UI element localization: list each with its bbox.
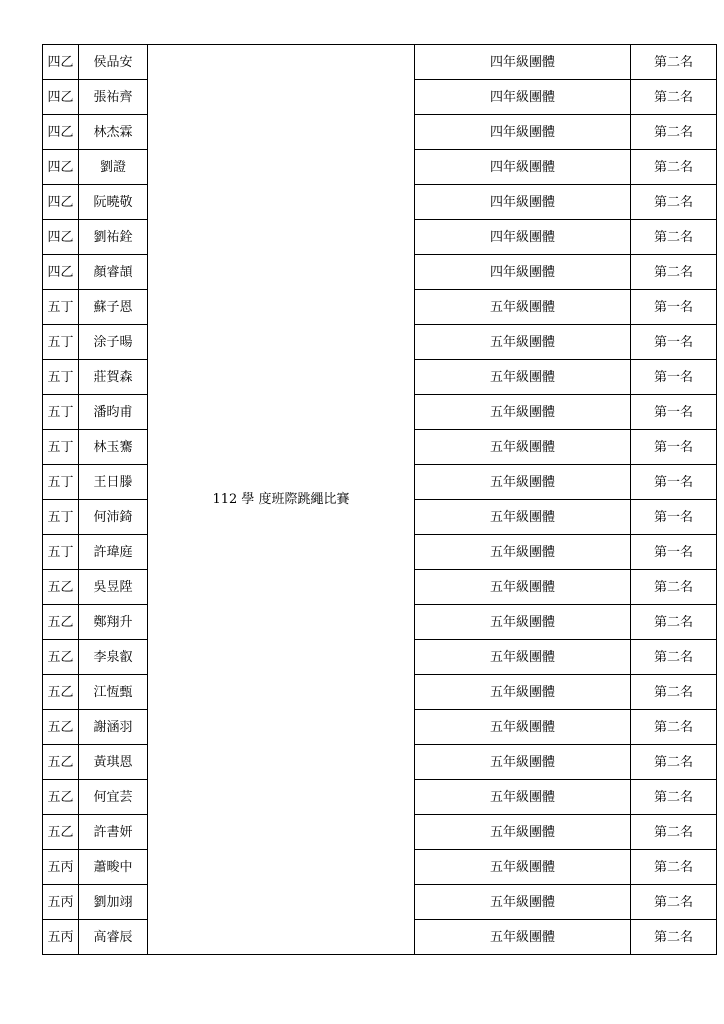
place-cell: 第一名	[631, 395, 717, 430]
event-cell: 112 學 度班際跳繩比賽	[148, 45, 415, 955]
category-cell: 四年級團體	[415, 80, 631, 115]
place-cell: 第二名	[631, 675, 717, 710]
category-cell: 五年級團體	[415, 430, 631, 465]
class-cell: 五丙	[43, 885, 79, 920]
awards-table-body	[43, 45, 717, 955]
category-cell: 五年級團體	[415, 465, 631, 500]
class-cell: 五丁	[43, 395, 79, 430]
category-cell: 五年級團體	[415, 710, 631, 745]
category-cell: 五年級團體	[415, 500, 631, 535]
student-name-cell: 黃琪恩	[79, 745, 148, 780]
category-cell: 五年級團體	[415, 360, 631, 395]
category-cell: 四年級團體	[415, 255, 631, 290]
place-cell: 第二名	[631, 570, 717, 605]
student-name-cell: 林杰霖	[79, 115, 148, 150]
student-name-cell: 顏睿頡	[79, 255, 148, 290]
student-name-cell: 涂子暘	[79, 325, 148, 360]
student-name-cell: 李泉叡	[79, 640, 148, 675]
student-name-cell: 許書妍	[79, 815, 148, 850]
class-cell: 五丁	[43, 360, 79, 395]
place-cell: 第一名	[631, 500, 717, 535]
class-cell: 四乙	[43, 185, 79, 220]
place-cell: 第二名	[631, 185, 717, 220]
class-cell: 五丁	[43, 325, 79, 360]
student-name-cell: 林玉騫	[79, 430, 148, 465]
place-cell: 第二名	[631, 780, 717, 815]
category-cell: 五年級團體	[415, 745, 631, 780]
category-cell: 四年級團體	[415, 115, 631, 150]
place-cell: 第二名	[631, 45, 717, 80]
student-name-cell: 阮曉敬	[79, 185, 148, 220]
place-cell: 第二名	[631, 605, 717, 640]
class-cell: 五乙	[43, 675, 79, 710]
category-cell: 五年級團體	[415, 290, 631, 325]
category-cell: 五年級團體	[415, 395, 631, 430]
place-cell: 第二名	[631, 885, 717, 920]
student-name-cell: 劉祐銓	[79, 220, 148, 255]
class-cell: 五丁	[43, 430, 79, 465]
class-cell: 五丙	[43, 850, 79, 885]
student-name-cell: 鄭翔升	[79, 605, 148, 640]
category-cell: 五年級團體	[415, 815, 631, 850]
class-cell: 五乙	[43, 745, 79, 780]
category-cell: 五年級團體	[415, 325, 631, 360]
student-name-cell: 許瑋庭	[79, 535, 148, 570]
category-cell: 四年級團體	[415, 185, 631, 220]
class-cell: 四乙	[43, 255, 79, 290]
student-name-cell: 蘇子恩	[79, 290, 148, 325]
class-cell: 五丁	[43, 465, 79, 500]
class-cell: 四乙	[43, 150, 79, 185]
class-cell: 四乙	[43, 115, 79, 150]
class-cell: 五乙	[43, 780, 79, 815]
place-cell: 第二名	[631, 920, 717, 955]
category-cell: 四年級團體	[415, 220, 631, 255]
class-cell: 五乙	[43, 605, 79, 640]
class-cell: 五乙	[43, 815, 79, 850]
student-name-cell: 莊賀森	[79, 360, 148, 395]
place-cell: 第一名	[631, 360, 717, 395]
class-cell: 五乙	[43, 570, 79, 605]
place-cell: 第一名	[631, 325, 717, 360]
place-cell: 第二名	[631, 150, 717, 185]
category-cell: 四年級團體	[415, 150, 631, 185]
place-cell: 第二名	[631, 115, 717, 150]
class-cell: 四乙	[43, 45, 79, 80]
category-cell: 五年級團體	[415, 850, 631, 885]
category-cell: 四年級團體	[415, 45, 631, 80]
student-name-cell: 張祐齊	[79, 80, 148, 115]
student-name-cell: 蕭畯中	[79, 850, 148, 885]
table-row	[43, 45, 717, 80]
category-cell: 五年級團體	[415, 535, 631, 570]
student-name-cell: 劉加翊	[79, 885, 148, 920]
category-cell: 五年級團體	[415, 920, 631, 955]
student-name-cell: 劉證	[79, 150, 148, 185]
class-cell: 五丁	[43, 535, 79, 570]
student-name-cell: 吳昱陞	[79, 570, 148, 605]
place-cell: 第二名	[631, 850, 717, 885]
class-cell: 五乙	[43, 710, 79, 745]
place-cell: 第二名	[631, 815, 717, 850]
student-name-cell: 王日滕	[79, 465, 148, 500]
place-cell: 第一名	[631, 430, 717, 465]
place-cell: 第二名	[631, 80, 717, 115]
category-cell: 五年級團體	[415, 640, 631, 675]
class-cell: 五丁	[43, 290, 79, 325]
student-name-cell: 何沛錡	[79, 500, 148, 535]
student-name-cell: 謝涵羽	[79, 710, 148, 745]
student-name-cell: 潘昀甫	[79, 395, 148, 430]
student-name-cell: 江恆甄	[79, 675, 148, 710]
class-cell: 四乙	[43, 80, 79, 115]
place-cell: 第二名	[631, 710, 717, 745]
awards-table	[42, 44, 717, 955]
place-cell: 第二名	[631, 640, 717, 675]
place-cell: 第二名	[631, 220, 717, 255]
class-cell: 五丙	[43, 920, 79, 955]
class-cell: 四乙	[43, 220, 79, 255]
place-cell: 第一名	[631, 535, 717, 570]
student-name-cell: 高睿辰	[79, 920, 148, 955]
student-name-cell: 何宜芸	[79, 780, 148, 815]
class-cell: 五丁	[43, 500, 79, 535]
place-cell: 第二名	[631, 255, 717, 290]
student-name-cell: 侯品安	[79, 45, 148, 80]
category-cell: 五年級團體	[415, 570, 631, 605]
category-cell: 五年級團體	[415, 780, 631, 815]
category-cell: 五年級團體	[415, 885, 631, 920]
category-cell: 五年級團體	[415, 605, 631, 640]
place-cell: 第二名	[631, 745, 717, 780]
place-cell: 第一名	[631, 465, 717, 500]
place-cell: 第一名	[631, 290, 717, 325]
class-cell: 五乙	[43, 640, 79, 675]
category-cell: 五年級團體	[415, 675, 631, 710]
